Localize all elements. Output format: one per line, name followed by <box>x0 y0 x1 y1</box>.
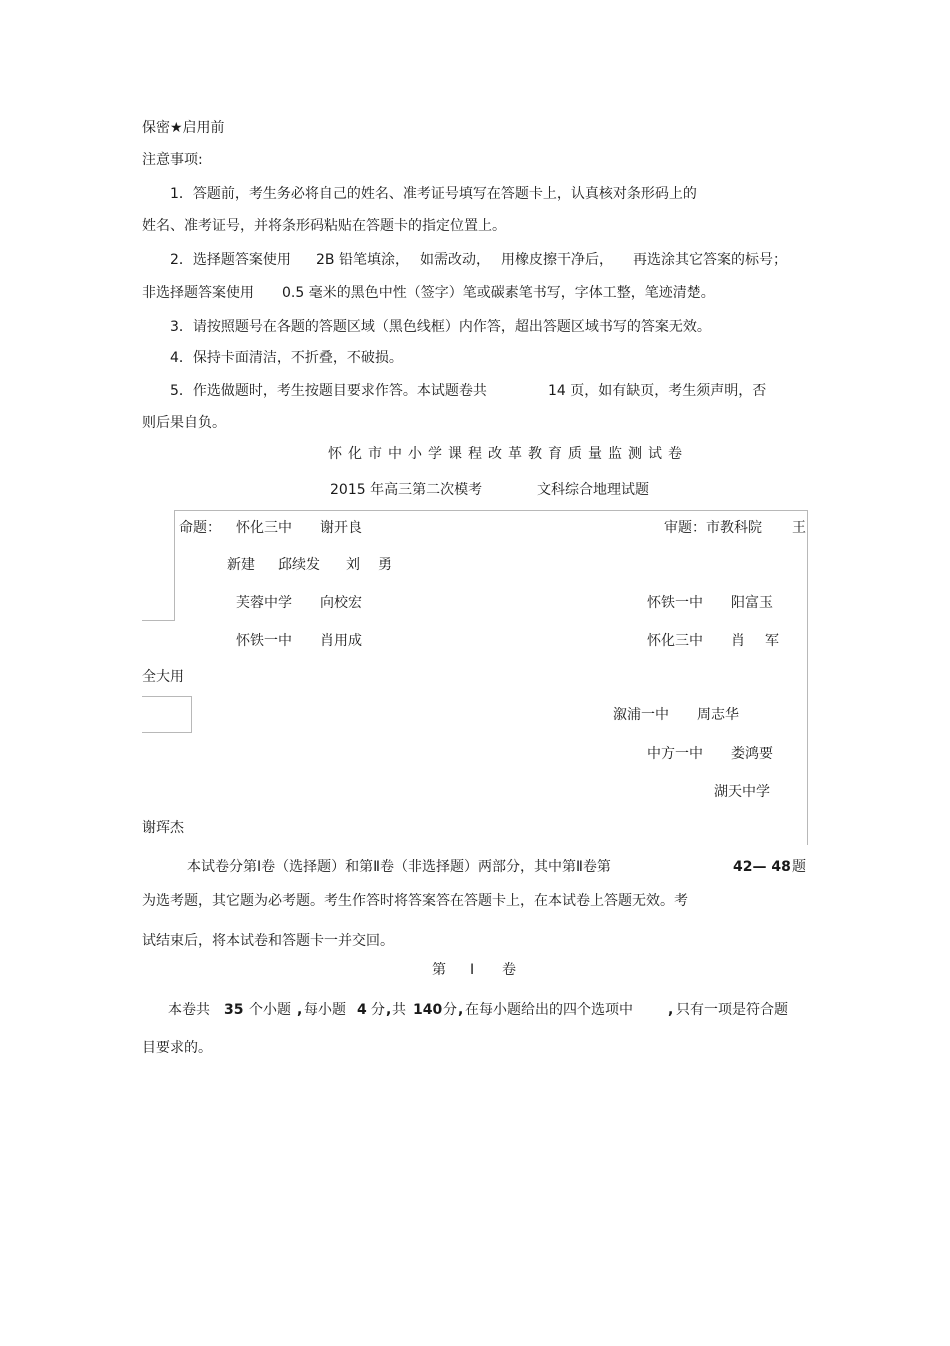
author-name: 邱续发 <box>278 557 320 573</box>
section-desc-text: 目要求的。 <box>142 1040 212 1056</box>
author-school: 芙蓉中学 <box>236 595 292 611</box>
section-desc-number: 35 <box>224 1002 244 1018</box>
author-school: 怀化三中 <box>236 520 292 536</box>
note-2-part-5: 再选涂其它答案的标号； <box>633 252 787 268</box>
notice-title: 注意事项: <box>142 152 203 168</box>
section-desc-punct: , <box>458 1002 464 1018</box>
author-name: 肖用成 <box>320 633 362 649</box>
section-desc-text: 只有一项是符合题 <box>676 1002 788 1018</box>
confidential-label: 保密★启用前 <box>142 120 225 136</box>
note-2-part-1: 2．选择题答案使用 <box>170 252 291 268</box>
intro-line-1-end: 题 <box>792 859 806 875</box>
author-school: 湖天中学 <box>714 784 770 800</box>
note-5-line-2: 则后果自负。 <box>142 415 226 431</box>
section-heading-numeral: Ⅰ <box>470 962 475 978</box>
note-4: 4．保持卡面清洁，不折叠，不破损。 <box>170 350 403 366</box>
author-school: 怀铁一中 <box>647 595 703 611</box>
section-desc-text: 分 <box>371 1002 385 1018</box>
section-heading-part: 卷 <box>502 962 516 978</box>
section-desc-punct: , <box>386 1002 392 1018</box>
exam-title: 怀化市中小学课程改革教育质量监测试卷 <box>328 446 688 462</box>
note-2-part-3: 如需改动， <box>420 252 490 268</box>
section-desc-text: 个小题 <box>249 1002 291 1018</box>
author-name: 娄鸿要 <box>731 746 773 762</box>
author-name: 周志华 <box>697 707 739 723</box>
author-name: 肖 <box>731 633 745 649</box>
authors-box-left <box>174 510 175 621</box>
note-2-part-6: 非选择题答案使用 <box>142 285 254 301</box>
author-name: 全大用 <box>142 669 184 685</box>
note-1-line-1: 1．答题前，考生务必将自己的姓名、准考证号填写在答题卡上，认真核对条形码上的 <box>170 186 697 202</box>
note-5-part-2: 14 页，如有缺页，考生须声明，否 <box>548 383 767 399</box>
note-5-part-1: 5．作选做题时，考生按题目要求作答。本试题卷共 <box>170 383 487 399</box>
section-desc-number: 4 <box>357 1002 367 1018</box>
author-name: 向校宏 <box>320 595 362 611</box>
intro-line-2: 为选考题，其它题为必考题。考生作答时将答案答在答题卡上，在本试卷上答题无效。考 <box>142 893 688 909</box>
authors-inner-box-bottom <box>142 732 192 733</box>
intro-line-3: 试结束后，将本试卷和答题卡一并交回。 <box>142 933 394 949</box>
author-name: 阳富玉 <box>731 595 773 611</box>
author-name: 新建 <box>227 557 255 573</box>
author-name: 谢开良 <box>320 520 362 536</box>
section-desc-text: 本卷共 <box>168 1002 210 1018</box>
exam-subtitle-subject: 文科综合地理试题 <box>537 482 649 498</box>
section-desc-text: 分 <box>443 1002 457 1018</box>
section-desc-number: 140 <box>413 1002 443 1018</box>
author-name: 谢珲杰 <box>142 820 184 836</box>
section-desc-punct: , <box>297 1002 303 1018</box>
author-name: 军 <box>765 633 779 649</box>
author-school: 怀铁一中 <box>236 633 292 649</box>
exam-subtitle-year: 2015 年高三第二次模考 <box>330 482 483 498</box>
intro-question-range: 42— 48 <box>733 859 791 875</box>
author-name: 刘 <box>346 557 360 573</box>
note-1-line-2: 姓名、准考证号，并将条形码粘贴在答题卡的指定位置上。 <box>142 218 506 234</box>
authors-box-top <box>174 510 808 511</box>
authors-box-right <box>807 510 808 845</box>
note-2-part-2: 2B 铅笔填涂， <box>316 252 409 268</box>
section-desc-text: 在每小题给出的四个选项中 <box>465 1002 633 1018</box>
section-desc-punct: , <box>668 1002 674 1018</box>
intro-line-1: 本试卷分第Ⅰ卷（选择题）和第Ⅱ卷（非选择题）两部分，其中第Ⅱ卷第 <box>187 859 611 875</box>
authors-label-proposer: 命题： <box>179 520 221 536</box>
author-name: 勇 <box>378 557 392 573</box>
authors-inner-box-right <box>191 696 192 733</box>
note-2-part-7: 0.5 毫米的黑色中性（签字）笔或碳素笔书写，字体工整，笔迹清楚。 <box>282 285 715 301</box>
section-heading-part: 第 <box>432 962 446 978</box>
section-desc-text: 共 <box>392 1002 406 1018</box>
authors-label-reviewer: 审题：市教科院 <box>664 520 762 536</box>
authors-box-step <box>142 620 175 621</box>
note-2-part-4: 用橡皮擦干净后， <box>501 252 613 268</box>
author-school: 中方一中 <box>647 746 703 762</box>
author-school: 怀化三中 <box>647 633 703 649</box>
author-school: 溆浦一中 <box>613 707 669 723</box>
author-name: 王 <box>792 520 806 536</box>
authors-inner-box-top <box>142 696 192 697</box>
section-desc-text: 每小题 <box>304 1002 346 1018</box>
note-3: 3．请按照题号在各题的答题区域（黑色线框）内作答，超出答题区域书写的答案无效。 <box>170 319 711 335</box>
